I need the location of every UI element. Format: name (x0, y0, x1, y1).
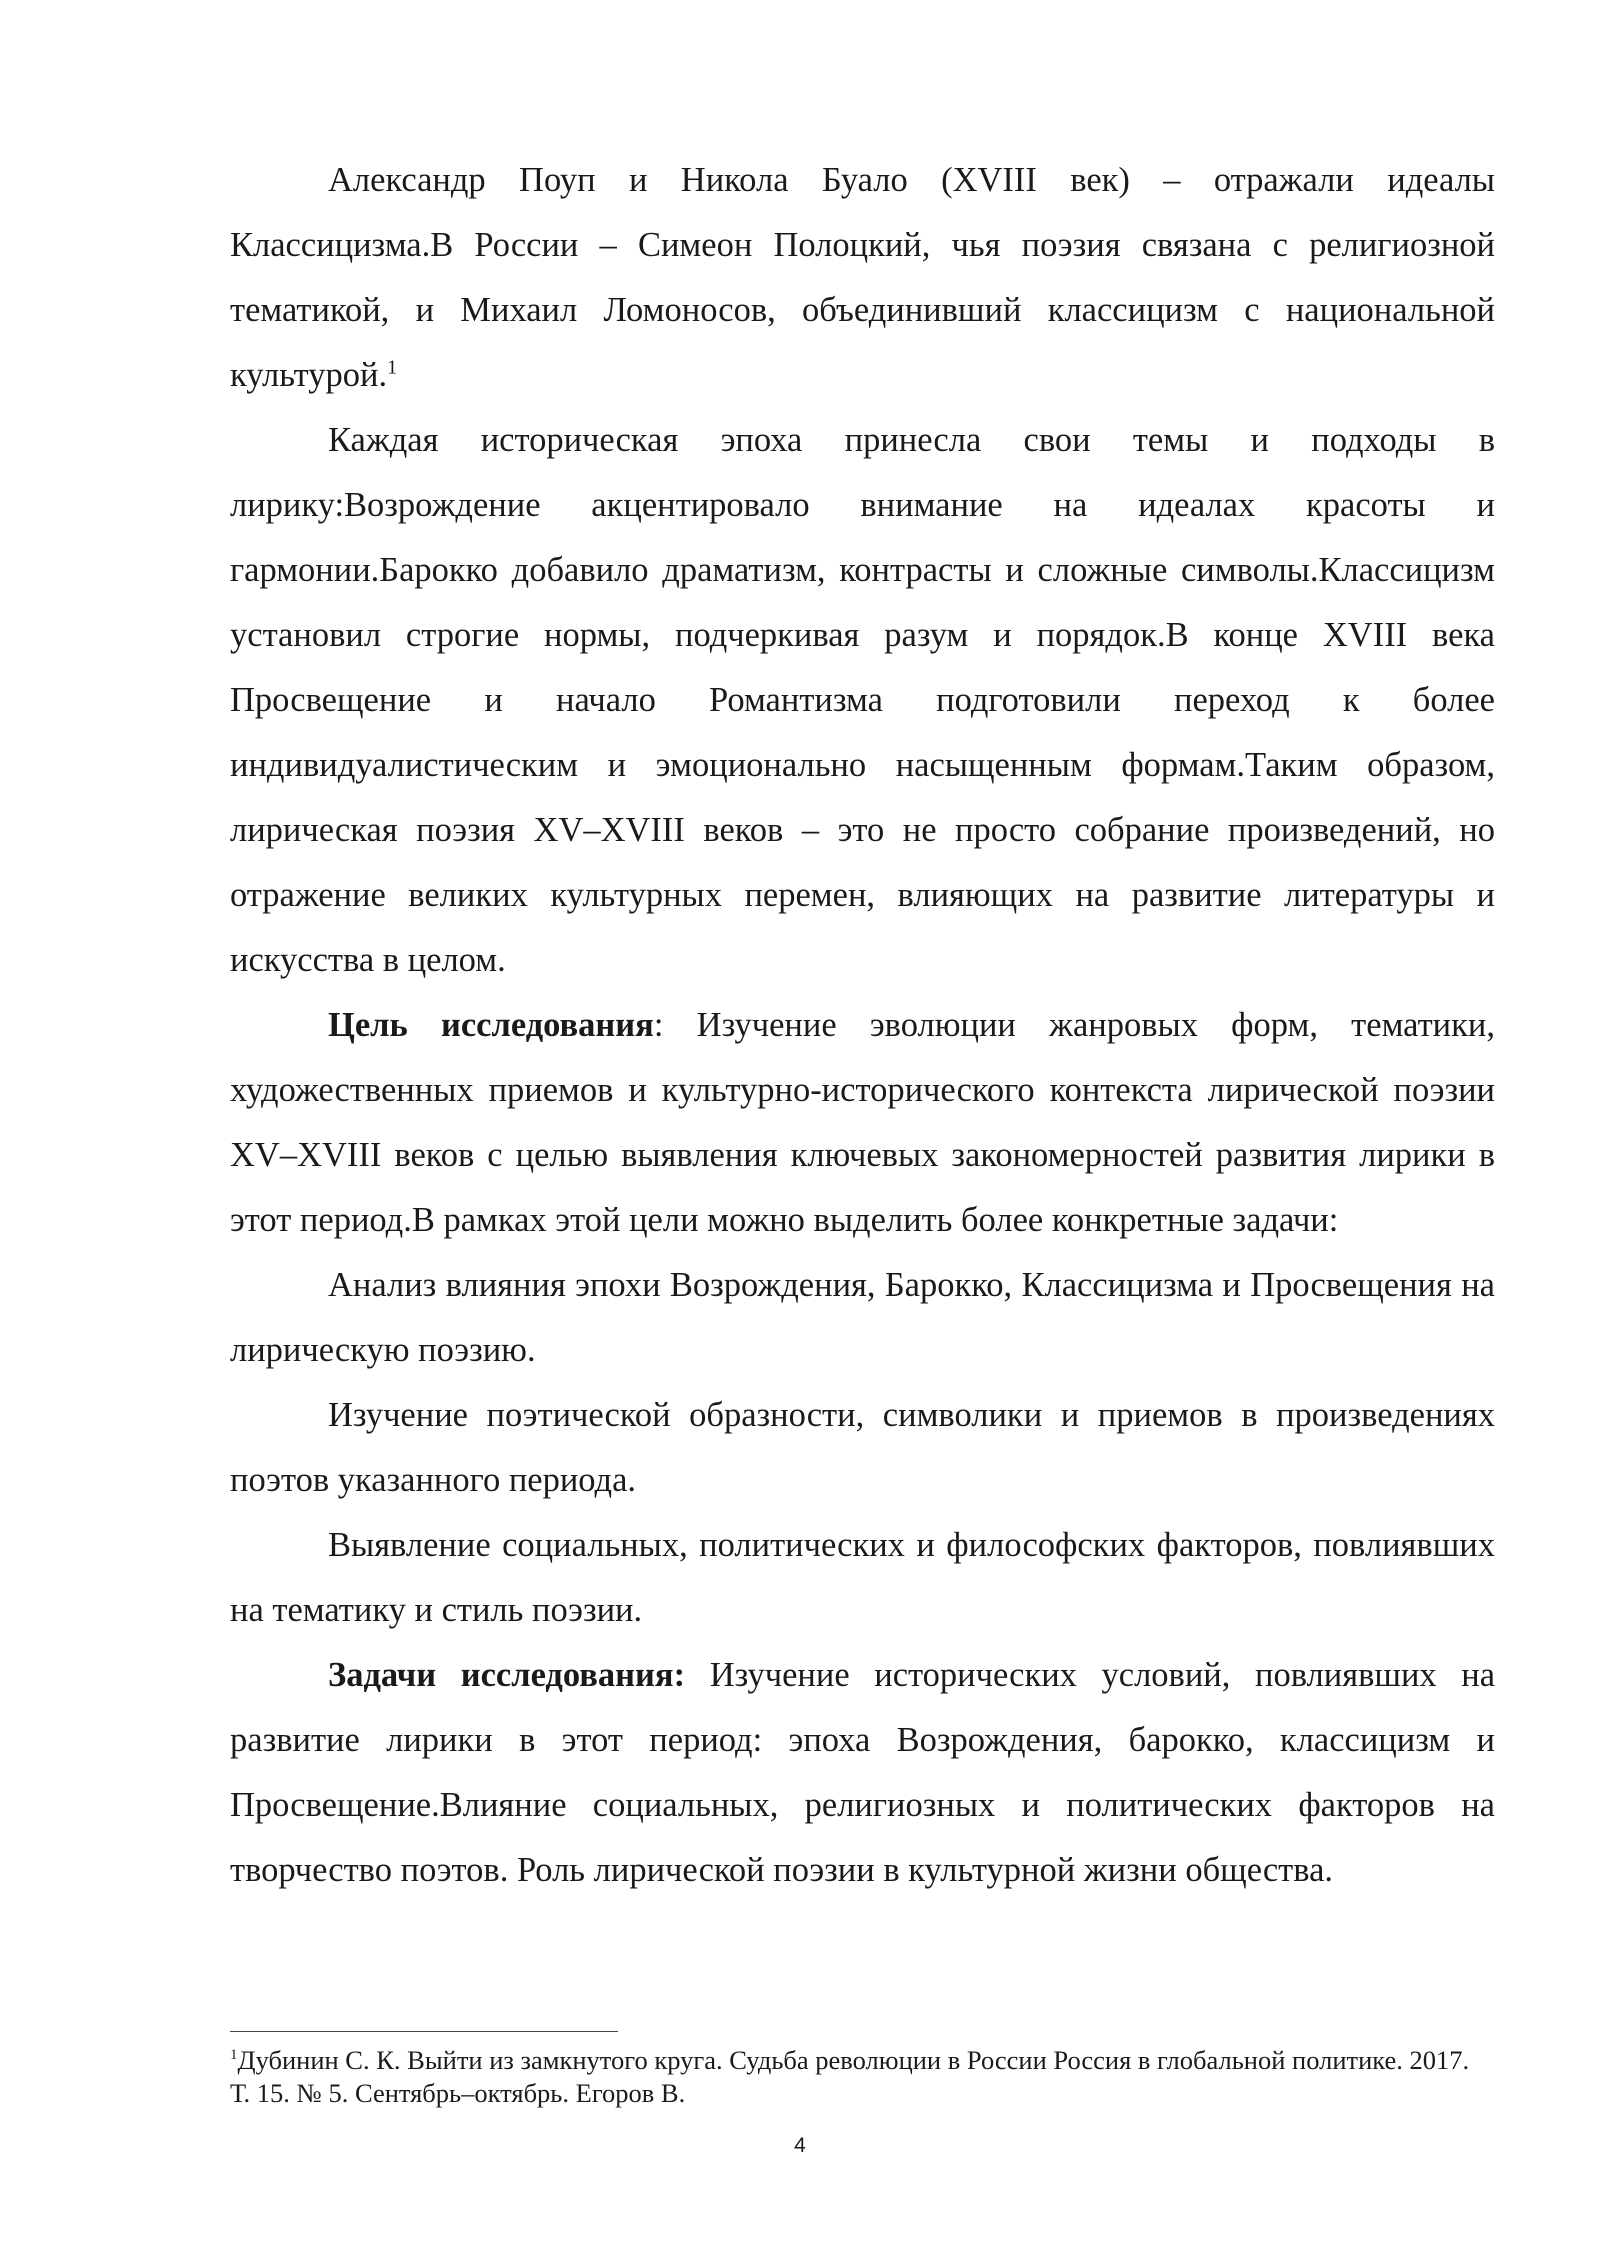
paragraph-text: Александр Поуп и Никола Буало (XVIII век) – отражали идеалы Классицизма.В России – Симеон Полоцкий, чья поэзия связана с религиозной тематикой, и Михаил Ломоносов, объединивший классицизм с национальной культурой. (230, 161, 1495, 394)
paragraph-task-factors (230, 1513, 1495, 1643)
footnote-text: Дубинин С. К. Выйти из замкнутого круга. Судьба революции в России Россия в глобальной политике. 2017. Т. 15. № 5. Сентябрь–октябрь. Егоров В. (230, 2045, 1470, 2108)
paragraph-text: Выявление социальных, политических и философских факторов, повлиявших на тематику и стиль поэзии. (230, 1526, 1495, 1629)
footnote-reference[interactable]: 1 (387, 356, 398, 379)
paragraph-research-tasks (230, 1643, 1495, 1903)
paragraph-task-analysis (230, 1253, 1495, 1383)
heading-suffix (685, 1656, 710, 1694)
paragraph-text: Изучение поэтической образности, символики и приемов в произведениях поэтов указанного периода. (230, 1396, 1495, 1499)
footnote (230, 2044, 1470, 2110)
page-number: 4 (794, 2134, 806, 2157)
research-goal-heading: Цель исследования (328, 1006, 654, 1044)
paragraph-text: Изучение исторических условий, повлиявших на развитие лирики в этот период: эпоха Возрождения, барокко, классицизм и Просвещение.Влияние социальных, религиозных и политических факторов на творчество поэтов. Роль лирической поэзии в культурной жизни общества. (230, 1656, 1496, 1889)
footnote-separator (230, 2031, 618, 2032)
research-tasks-heading: Задачи исследования: (328, 1656, 686, 1694)
paragraph-classicism-poets (230, 148, 1495, 408)
paragraph-text: Изучение эволюции жанровых форм, тематики, художественных приемов и культурно-исторического контекста лирической поэзии XV–XVIII веков с целью выявления ключевых закономерностей развития лирики в этот период.В рамках этой цели можно выделить более конкретные задачи: (230, 1006, 1495, 1239)
document-body (230, 148, 1495, 1903)
paragraph-research-goal (230, 993, 1495, 1253)
paragraph-text: Каждая историческая эпоха принесла свои темы и подходы в лирику:Возрождение акцентировало внимание на идеалах красоты и гармонии.Барокко добавило драматизм, контрасты и сложные символы.Классицизм установил строгие нормы, подчеркивая разум и порядок.В конце XVIII века Просвещение и начало Романтизма подготовили переход к более индивидуалистическим и эмоционально насыщенным формам.Таким образом, лирическая поэзия XV–XVIII веков – это не просто собрание произведений, но отражение великих культурных перемен, влияющих на развитие литературы и искусства в целом. (230, 421, 1495, 979)
paragraph-historical-epochs (230, 408, 1495, 993)
paragraph-task-imagery (230, 1383, 1495, 1513)
footnote-mark: 1 (230, 2047, 238, 2064)
heading-suffix: : (653, 1006, 697, 1044)
paragraph-text: Анализ влияния эпохи Возрождения, Барокко, Классицизма и Просвещения на лирическую поэзию. (230, 1266, 1495, 1369)
